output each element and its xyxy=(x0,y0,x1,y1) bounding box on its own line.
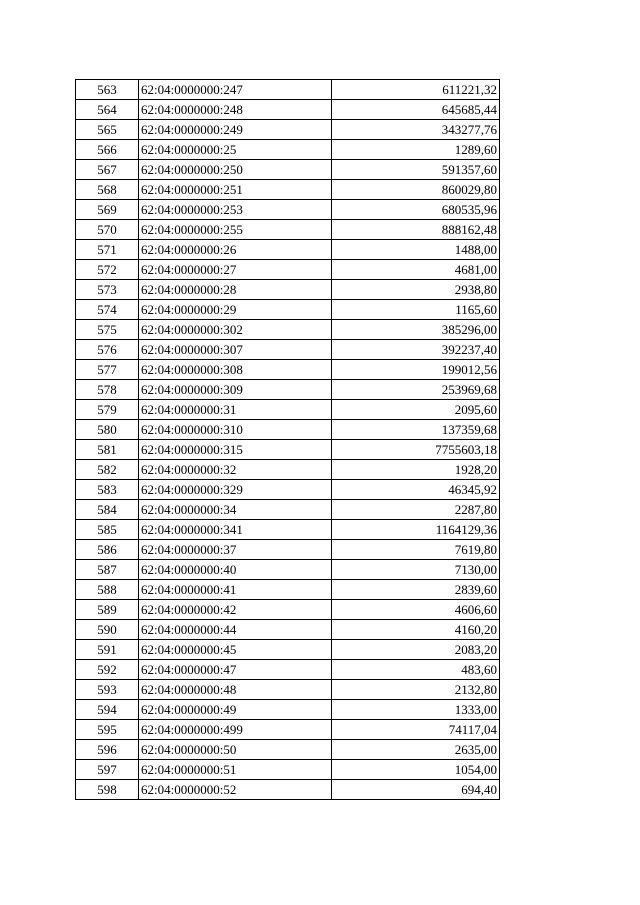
cadastral-value-cell: 611221,32 xyxy=(332,80,500,100)
cadastral-value-cell: 591357,60 xyxy=(332,160,500,180)
table-row xyxy=(76,160,500,180)
table-row xyxy=(76,140,500,160)
cadastral-value-cell: 137359,68 xyxy=(332,420,500,440)
table-body xyxy=(76,80,500,800)
row-number-cell: 574 xyxy=(76,300,139,320)
row-number-cell: 564 xyxy=(76,100,139,120)
cadastral-value-cell: 645685,44 xyxy=(332,100,500,120)
cadastral-value-cell: 4681,00 xyxy=(332,260,500,280)
table-row xyxy=(76,100,500,120)
cadastral-number-cell: 62:04:0000000:37 xyxy=(139,540,332,560)
row-number-cell: 586 xyxy=(76,540,139,560)
cadastral-number-cell: 62:04:0000000:52 xyxy=(139,780,332,800)
row-number-cell: 581 xyxy=(76,440,139,460)
cadastral-value-cell: 7130,00 xyxy=(332,560,500,580)
table-row xyxy=(76,520,500,540)
row-number-cell: 579 xyxy=(76,400,139,420)
table-row xyxy=(76,460,500,480)
table-row xyxy=(76,240,500,260)
cadastral-number-cell: 62:04:0000000:247 xyxy=(139,80,332,100)
row-number-cell: 578 xyxy=(76,380,139,400)
cadastral-value-cell: 385296,00 xyxy=(332,320,500,340)
cadastral-value-cell: 2839,60 xyxy=(332,580,500,600)
cadastral-value-cell: 1928,20 xyxy=(332,460,500,480)
table-row xyxy=(76,600,500,620)
cadastral-value-cell: 1165,60 xyxy=(332,300,500,320)
cadastral-number-cell: 62:04:0000000:41 xyxy=(139,580,332,600)
row-number-cell: 593 xyxy=(76,680,139,700)
cadastral-number-cell: 62:04:0000000:45 xyxy=(139,640,332,660)
cadastral-number-cell: 62:04:0000000:307 xyxy=(139,340,332,360)
cadastral-number-cell: 62:04:0000000:341 xyxy=(139,520,332,540)
row-number-cell: 583 xyxy=(76,480,139,500)
cadastral-value-cell: 199012,56 xyxy=(332,360,500,380)
table-row xyxy=(76,760,500,780)
cadastral-value-cell: 253969,68 xyxy=(332,380,500,400)
row-number-cell: 572 xyxy=(76,260,139,280)
cadastral-value-cell: 392237,40 xyxy=(332,340,500,360)
table-row xyxy=(76,580,500,600)
cadastral-number-cell: 62:04:0000000:251 xyxy=(139,180,332,200)
row-number-cell: 594 xyxy=(76,700,139,720)
cadastral-value-cell: 343277,76 xyxy=(332,120,500,140)
cadastral-value-cell: 74117,04 xyxy=(332,720,500,740)
cadastral-number-cell: 62:04:0000000:26 xyxy=(139,240,332,260)
row-number-cell: 588 xyxy=(76,580,139,600)
cadastral-value-cell: 2132,80 xyxy=(332,680,500,700)
cadastral-number-cell: 62:04:0000000:31 xyxy=(139,400,332,420)
table-row xyxy=(76,780,500,800)
table-row xyxy=(76,320,500,340)
cadastral-number-cell: 62:04:0000000:28 xyxy=(139,280,332,300)
cadastral-value-cell: 2083,20 xyxy=(332,640,500,660)
cadastral-value-cell: 46345,92 xyxy=(332,480,500,500)
row-number-cell: 573 xyxy=(76,280,139,300)
row-number-cell: 591 xyxy=(76,640,139,660)
row-number-cell: 575 xyxy=(76,320,139,340)
cadastral-number-cell: 62:04:0000000:309 xyxy=(139,380,332,400)
cadastral-value-cell: 1164129,36 xyxy=(332,520,500,540)
table-row xyxy=(76,620,500,640)
table-row xyxy=(76,280,500,300)
cadastral-number-cell: 62:04:0000000:315 xyxy=(139,440,332,460)
cadastral-number-cell: 62:04:0000000:499 xyxy=(139,720,332,740)
cadastral-number-cell: 62:04:0000000:50 xyxy=(139,740,332,760)
cadastral-value-cell: 7755603,18 xyxy=(332,440,500,460)
cadastral-number-cell: 62:04:0000000:49 xyxy=(139,700,332,720)
cadastral-number-cell: 62:04:0000000:44 xyxy=(139,620,332,640)
cadastral-value-cell: 7619,80 xyxy=(332,540,500,560)
cadastral-number-cell: 62:04:0000000:253 xyxy=(139,200,332,220)
table-row xyxy=(76,400,500,420)
table-row xyxy=(76,260,500,280)
row-number-cell: 565 xyxy=(76,120,139,140)
table-row xyxy=(76,220,500,240)
table-row xyxy=(76,340,500,360)
cadastral-value-cell: 888162,48 xyxy=(332,220,500,240)
cadastral-number-cell: 62:04:0000000:48 xyxy=(139,680,332,700)
table-row xyxy=(76,500,500,520)
cadastral-number-cell: 62:04:0000000:25 xyxy=(139,140,332,160)
row-number-cell: 577 xyxy=(76,360,139,380)
table-row xyxy=(76,180,500,200)
cadastral-number-cell: 62:04:0000000:32 xyxy=(139,460,332,480)
row-number-cell: 597 xyxy=(76,760,139,780)
table-row xyxy=(76,680,500,700)
row-number-cell: 571 xyxy=(76,240,139,260)
row-number-cell: 598 xyxy=(76,780,139,800)
table-row xyxy=(76,720,500,740)
table-row xyxy=(76,700,500,720)
cadastral-number-cell: 62:04:0000000:248 xyxy=(139,100,332,120)
cadastral-value-cell: 2095,60 xyxy=(332,400,500,420)
cadastral-number-cell: 62:04:0000000:249 xyxy=(139,120,332,140)
row-number-cell: 595 xyxy=(76,720,139,740)
table-row xyxy=(76,420,500,440)
cadastral-value-cell: 680535,96 xyxy=(332,200,500,220)
table-row xyxy=(76,660,500,680)
cadastral-value-table xyxy=(75,79,500,800)
row-number-cell: 582 xyxy=(76,460,139,480)
row-number-cell: 566 xyxy=(76,140,139,160)
cadastral-value-cell: 2287,80 xyxy=(332,500,500,520)
cadastral-number-cell: 62:04:0000000:42 xyxy=(139,600,332,620)
table-row xyxy=(76,120,500,140)
row-number-cell: 590 xyxy=(76,620,139,640)
cadastral-value-cell: 1054,00 xyxy=(332,760,500,780)
row-number-cell: 570 xyxy=(76,220,139,240)
cadastral-number-cell: 62:04:0000000:29 xyxy=(139,300,332,320)
cadastral-number-cell: 62:04:0000000:34 xyxy=(139,500,332,520)
cadastral-number-cell: 62:04:0000000:329 xyxy=(139,480,332,500)
table-row xyxy=(76,80,500,100)
cadastral-number-cell: 62:04:0000000:51 xyxy=(139,760,332,780)
row-number-cell: 592 xyxy=(76,660,139,680)
cadastral-value-cell: 1289,60 xyxy=(332,140,500,160)
table-row xyxy=(76,740,500,760)
table-row xyxy=(76,200,500,220)
row-number-cell: 580 xyxy=(76,420,139,440)
cadastral-value-cell: 694,40 xyxy=(332,780,500,800)
cadastral-value-cell: 4606,60 xyxy=(332,600,500,620)
row-number-cell: 576 xyxy=(76,340,139,360)
row-number-cell: 568 xyxy=(76,180,139,200)
cadastral-number-cell: 62:04:0000000:302 xyxy=(139,320,332,340)
cadastral-number-cell: 62:04:0000000:27 xyxy=(139,260,332,280)
table-row xyxy=(76,480,500,500)
table-row xyxy=(76,540,500,560)
table-row xyxy=(76,640,500,660)
row-number-cell: 563 xyxy=(76,80,139,100)
row-number-cell: 585 xyxy=(76,520,139,540)
cadastral-value-cell: 4160,20 xyxy=(332,620,500,640)
table-row xyxy=(76,360,500,380)
row-number-cell: 567 xyxy=(76,160,139,180)
cadastral-value-cell: 2635,00 xyxy=(332,740,500,760)
table-row xyxy=(76,380,500,400)
cadastral-number-cell: 62:04:0000000:255 xyxy=(139,220,332,240)
cadastral-number-cell: 62:04:0000000:40 xyxy=(139,560,332,580)
table-row xyxy=(76,440,500,460)
table-row xyxy=(76,300,500,320)
row-number-cell: 596 xyxy=(76,740,139,760)
cadastral-value-cell: 860029,80 xyxy=(332,180,500,200)
cadastral-number-cell: 62:04:0000000:250 xyxy=(139,160,332,180)
row-number-cell: 587 xyxy=(76,560,139,580)
cadastral-value-cell: 1333,00 xyxy=(332,700,500,720)
cadastral-value-cell: 483,60 xyxy=(332,660,500,680)
cadastral-value-cell: 1488,00 xyxy=(332,240,500,260)
cadastral-value-cell: 2938,80 xyxy=(332,280,500,300)
table-row xyxy=(76,560,500,580)
row-number-cell: 584 xyxy=(76,500,139,520)
cadastral-number-cell: 62:04:0000000:308 xyxy=(139,360,332,380)
row-number-cell: 589 xyxy=(76,600,139,620)
cadastral-number-cell: 62:04:0000000:310 xyxy=(139,420,332,440)
row-number-cell: 569 xyxy=(76,200,139,220)
cadastral-number-cell: 62:04:0000000:47 xyxy=(139,660,332,680)
